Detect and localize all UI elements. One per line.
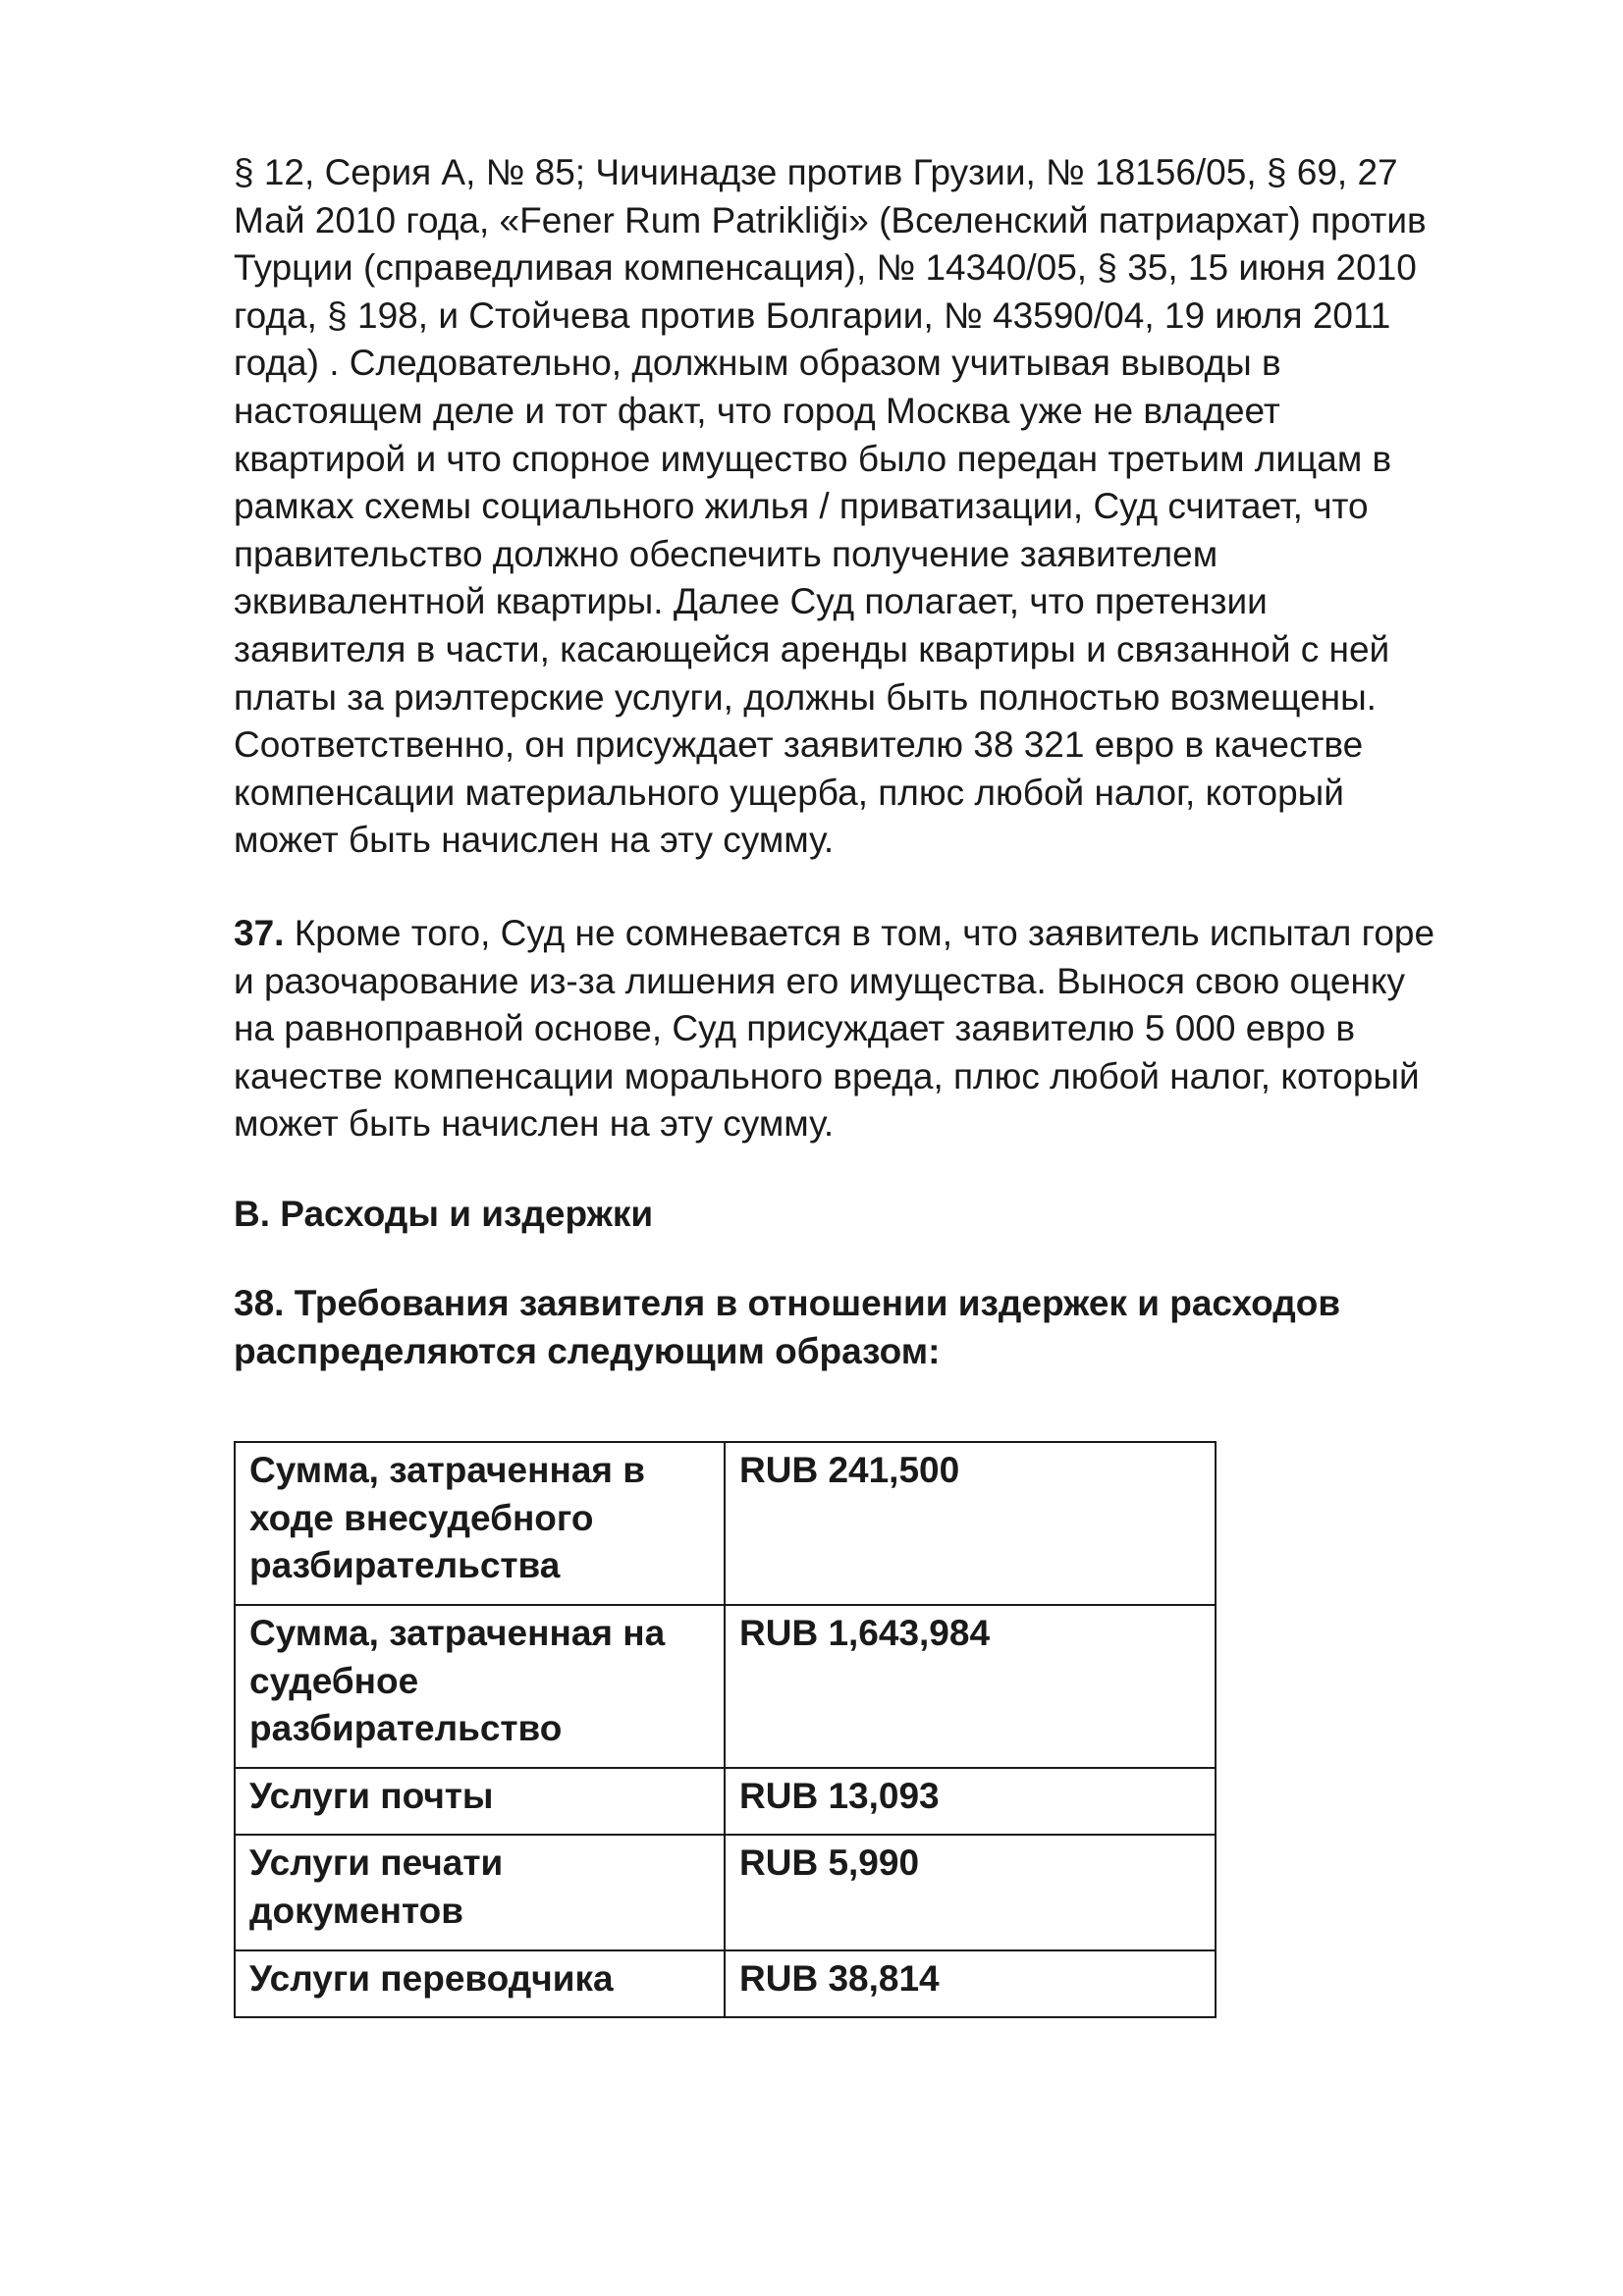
text-line: Турции (справедливая компенсация), № 14340/05, § 35, 15 июня 2010 <box>234 247 1417 289</box>
cell-line: Сумма, затраченная в <box>249 1450 646 1490</box>
text-line: Соответственно, он присуждает заявителю 38 321 евро в качестве <box>234 724 1364 766</box>
text-fragment: Кроме того, Суд не сомневается в том, что заявитель испытал горе <box>284 912 1435 953</box>
cost-amount-cell: RUB 38,814 <box>725 1950 1216 2017</box>
cost-amount-cell: RUB 241,500 <box>725 1442 1216 1605</box>
table-row <box>235 1950 1216 2017</box>
paragraph-number: 37. <box>234 912 285 953</box>
text-line: качестве компенсации морального вреда, плюс любой налог, который <box>234 1055 1420 1096</box>
cost-label-cell <box>235 1768 725 1835</box>
costs-table <box>234 1441 1217 2018</box>
paragraph-38-heading <box>234 1280 1510 1375</box>
cell-line: разбирательства <box>249 1545 561 1586</box>
cost-label-cell <box>235 1950 725 2017</box>
cell-line: Услуги печати <box>249 1842 504 1883</box>
text-line: на равноправной основе, Суд присуждает заявителю 5 000 евро в <box>234 1008 1356 1049</box>
text-line: года) . Следовательно, должным образом учитывая выводы в <box>234 343 1281 384</box>
text-line: платы за риэлтерские услуги, должны быть полностью возмещены. <box>234 676 1377 718</box>
document-page <box>234 149 1510 1999</box>
text-line: рамках схемы социального жилья / приватизации, Суд считает, что <box>234 486 1369 527</box>
table-row <box>235 1835 1216 1950</box>
cost-amount-cell: RUB 5,990 <box>725 1835 1216 1950</box>
text-line: может быть начислен на эту сумму. <box>234 1103 835 1145</box>
text-line: компенсации материального ущерба, плюс любой налог, который <box>234 772 1344 813</box>
cell-line: Сумма, затраченная на <box>249 1613 666 1653</box>
text-line: года, § 198, и Стойчева против Болгарии, № 43590/04, 19 июля 2011 <box>234 294 1391 336</box>
text-line: настоящем деле и тот факт, что город Москва уже не владеет <box>234 390 1280 431</box>
text-line: заявителя в части, касающейся аренды квартиры и связанной с ней <box>234 628 1390 669</box>
text-line: и разочарование из-за лишения его имущества. Вынося свою оценку <box>234 960 1405 1001</box>
section-heading: B. Расходы и издержки <box>234 1193 654 1234</box>
text-line <box>234 910 1510 958</box>
cost-amount-cell: RUB 1,643,984 <box>725 1605 1216 1768</box>
cell-line: судебное <box>249 1660 419 1701</box>
cost-label-cell <box>235 1605 725 1768</box>
cost-label-cell <box>235 1835 725 1950</box>
text-line: эквивалентной квартиры. Далее Суд полагает, что претензии <box>234 581 1268 622</box>
text-line: Май 2010 года, «Fener Rum Patrikliği» (Вселенский патриархат) против <box>234 199 1427 240</box>
cell-line: разбирательство <box>249 1708 563 1749</box>
text-line: квартирой и что спорное имущество было передан третьим лицам в <box>234 438 1392 479</box>
text-line: § 12, Серия А, № 85; Чичинадзе против Грузии, № 18156/05, § 69, 27 <box>234 152 1398 192</box>
table-row <box>235 1768 1216 1835</box>
text-line: правительство должно обеспечить получение заявителем <box>234 533 1218 574</box>
table-row <box>235 1605 1216 1768</box>
cell-line: Услуги переводчика <box>249 1958 614 1999</box>
cell-line: Услуги почты <box>249 1776 494 1816</box>
cost-label-cell <box>235 1442 725 1605</box>
cell-line: ходе внесудебного <box>249 1497 594 1538</box>
text-line: 38. Требования заявителя в отношении издержек и расходов <box>234 1283 1341 1324</box>
text-line: распределяются следующим образом: <box>234 1331 941 1372</box>
paragraph-37 <box>234 910 1510 1148</box>
table-row <box>235 1442 1216 1605</box>
cost-amount-cell: RUB 13,093 <box>725 1768 1216 1835</box>
cell-line: документов <box>249 1890 463 1931</box>
paragraph-36-continuation <box>234 149 1510 865</box>
text-line: может быть начислен на эту сумму. <box>234 820 835 861</box>
